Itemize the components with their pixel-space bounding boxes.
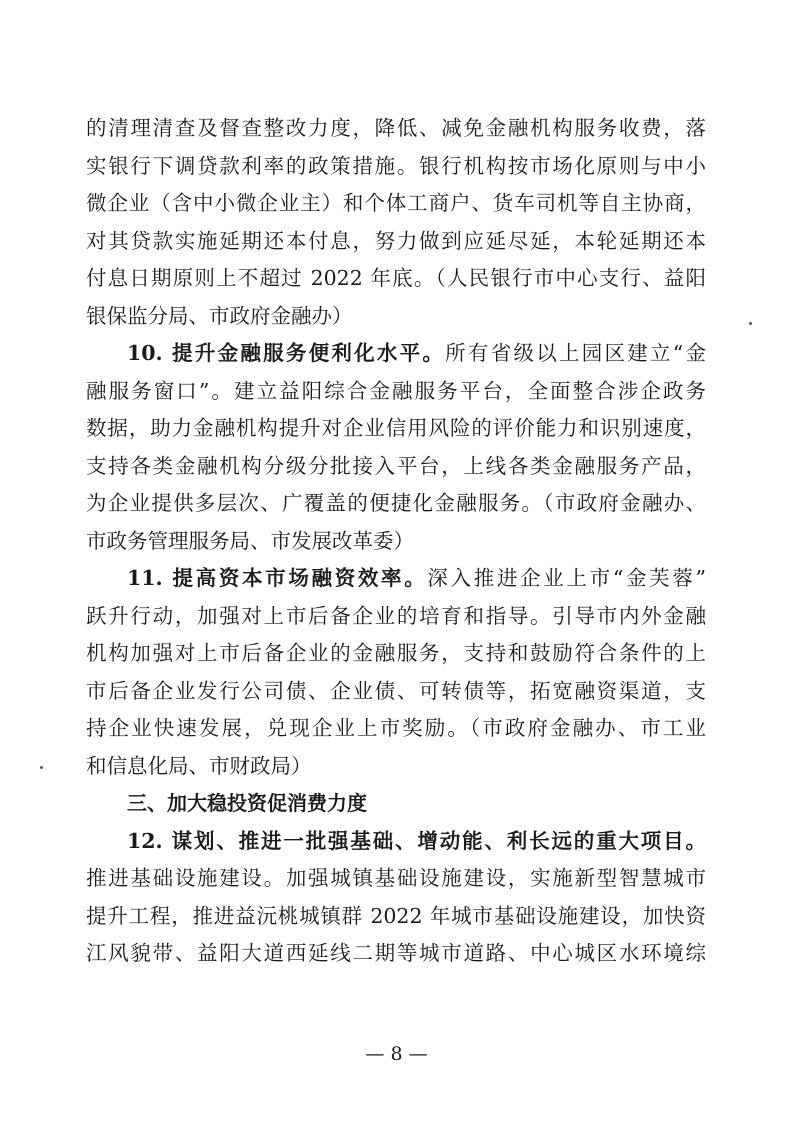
- item-12-title: 12. 谋划、推进一批强基础、增动能、利长远的重大项目。: [127, 828, 706, 853]
- item-10-text: 所有省级以上园区建立“金: [445, 341, 706, 365]
- item-11-title: 11. 提高资本市场融资效率。: [127, 566, 428, 590]
- item-10-title: 10. 提升金融服务便利化水平。: [127, 341, 446, 365]
- scan-speck: [40, 766, 43, 769]
- text-line: 持企业快速发展，兑现企业上市奖励。（市政府金融办、市工业: [86, 716, 706, 740]
- text-line: 提升工程，推进益沅桃城镇群 2022 年城市基础设施建设，加快资: [86, 903, 706, 928]
- text-line: 和信息化局、市财政局）: [86, 753, 312, 778]
- text-line: 支持各类金融机构分级分批接入平台，上线各类金融服务产品，: [86, 453, 706, 478]
- scan-speck: [749, 322, 752, 325]
- text-line: 推进基础设施建设。加强城镇基础设施建设，实施新型智慧城市: [86, 866, 706, 890]
- text-line: 机构加强对上市后备企业的金融服务，支持和鼓励符合条件的上: [86, 641, 706, 665]
- text-line: 付息日期原则上不超过 2022 年底。（人民银行市中心支行、益阳: [86, 266, 706, 290]
- text-line: 的清理清查及督查整改力度，降低、减免金融机构服务收费，落: [86, 116, 706, 140]
- item-12-first-line: [86, 823, 706, 861]
- text-line: 江风貌带、益阳大道西延线二期等城市道路、中心城区水环境综: [86, 941, 706, 965]
- section-heading: 三、加大稳投资促消费力度: [127, 791, 367, 815]
- text-line: 对其贷款实施延期还本付息，努力做到应延尽延，本轮延期还本: [86, 228, 706, 253]
- item-10-first-line: [86, 335, 706, 373]
- document-body: [86, 110, 706, 973]
- item-11-text: 深入推进企业上市“金芙蓉”: [427, 566, 706, 590]
- text-line: 跃升行动，加强对上市后备企业的培育和指导。引导市内外金融: [86, 603, 706, 628]
- text-line: 银保监分局、市政府金融办）: [86, 303, 353, 328]
- text-line: 实银行下调贷款利率的政策措施。银行机构按市场化原则与中小: [86, 153, 706, 178]
- text-line: 融服务窗口”。建立益阳综合金融服务平台，全面整合涉企政务: [86, 378, 706, 403]
- item-11-first-line: [86, 560, 706, 598]
- text-line: 数据，助力金融机构提升对企业信用风险的评价能力和识别速度，: [86, 416, 706, 440]
- text-line: 微企业（含中小微企业主）和个体工商户、货车司机等自主协商，: [86, 191, 706, 215]
- text-line: 市政务管理服务局、市发展改革委）: [86, 528, 414, 553]
- text-line: 市后备企业发行公司债、企业债、可转债等，拓宽融资渠道，支: [86, 678, 706, 703]
- page-number: — 8 —: [365, 1043, 428, 1065]
- text-line: 为企业提供多层次、广覆盖的便捷化金融服务。（市政府金融办、: [86, 491, 706, 515]
